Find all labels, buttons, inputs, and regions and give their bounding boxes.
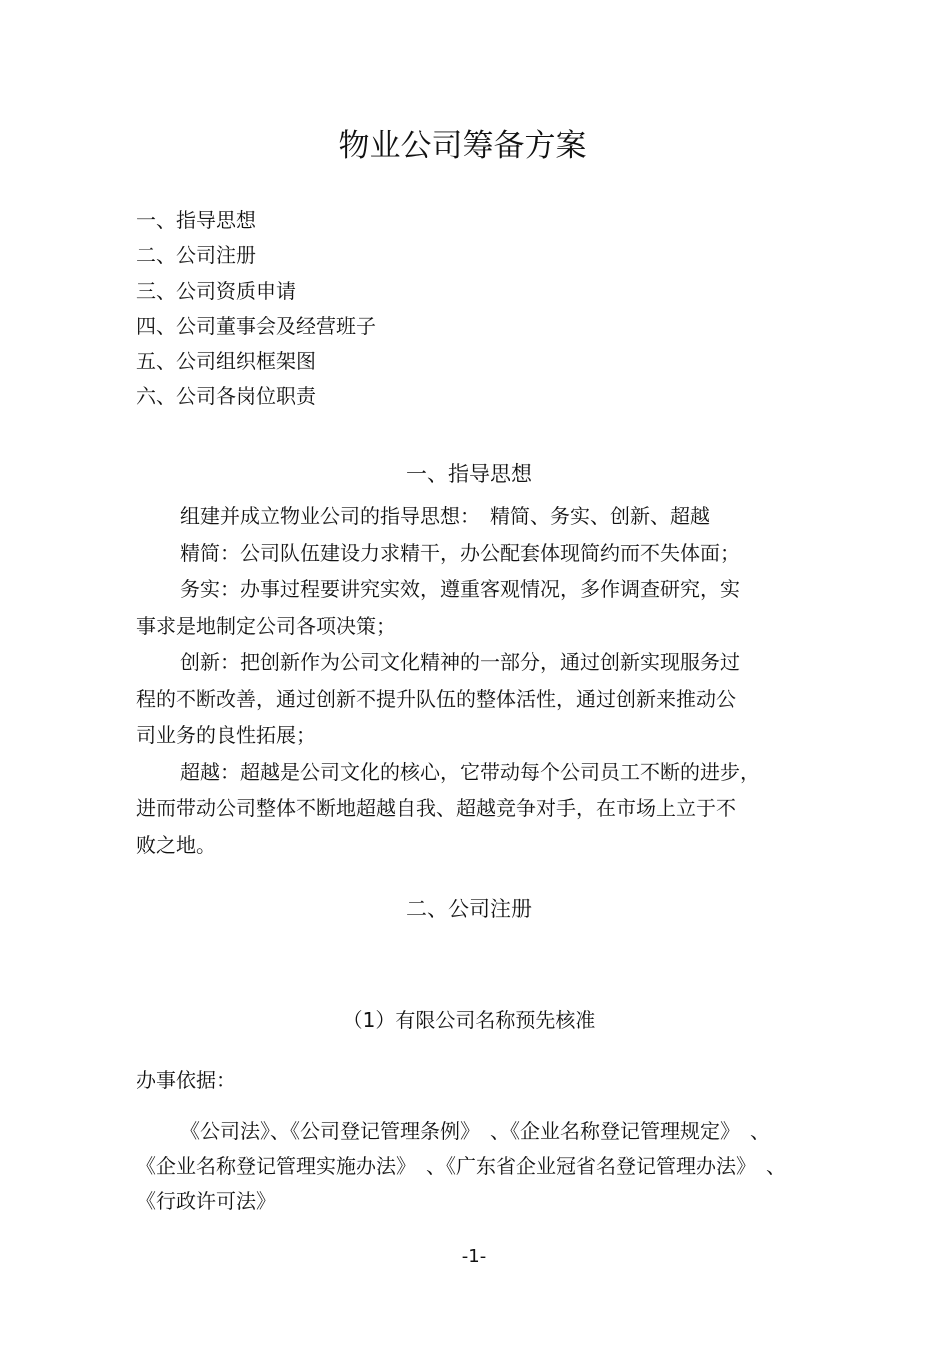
basis-line: 《企业名称登记管理实施办法》 、《广东省企业冠省名登记管理办法》 、 [136,1154,786,1178]
body-line: 精简：公司队伍建设力求精干，办公配套体现简约而不失体面； [180,540,740,565]
body-line: 事求是地制定公司各项决策； [136,613,396,638]
basis-label: 办事依据： [136,1068,236,1092]
basis-line: 《行政许可法》 [136,1189,276,1213]
body-line: 创新：把创新作为公司文化精神的一部分，通过创新实现服务过 [180,650,740,674]
body-line: 超越：超越是公司文化的核心，它带动每个公司员工不断的进步， [180,759,760,784]
body-line: 进而带动公司整体不断地超越自我、超越竞争对手，在市场上立于不 [136,796,736,820]
body-line: 司业务的良性拓展； [136,723,316,747]
basis-line: 《公司法》、《公司登记管理条例》 、《企业名称登记管理规定》 、 [180,1119,770,1143]
toc-item: 三、公司资质申请 [136,278,296,303]
toc-item: 二、公司注册 [136,243,256,268]
section-heading: 二、公司注册 [406,897,532,921]
body-line: 程的不断改善，通过创新不提升队伍的整体活性，通过创新来推动公 [136,686,736,711]
toc-item: 四、公司董事会及经营班子 [136,313,376,338]
body-line: 组建并成立物业公司的指导思想： 精简、务实、创新、超越 [180,504,710,528]
subsection-heading: （1）有限公司名称预先核准 [342,1008,596,1032]
section-heading: 一、指导思想 [406,462,532,486]
document-title: 物业公司筹备方案 [338,128,587,164]
basis-list [136,1114,836,1219]
toc-item: 六、公司各岗位职责 [136,384,316,409]
table-of-contents [136,203,376,415]
page-number: -1- [461,1246,487,1267]
section-body [136,498,796,863]
toc-item: 五、公司组织框架图 [136,349,316,374]
toc-item: 一、指导思想 [136,208,256,232]
body-line: 败之地。 [136,832,216,857]
body-line: 务实：办事过程要讲究实效，遵重客观情况，多作调查研究，实 [180,577,740,601]
